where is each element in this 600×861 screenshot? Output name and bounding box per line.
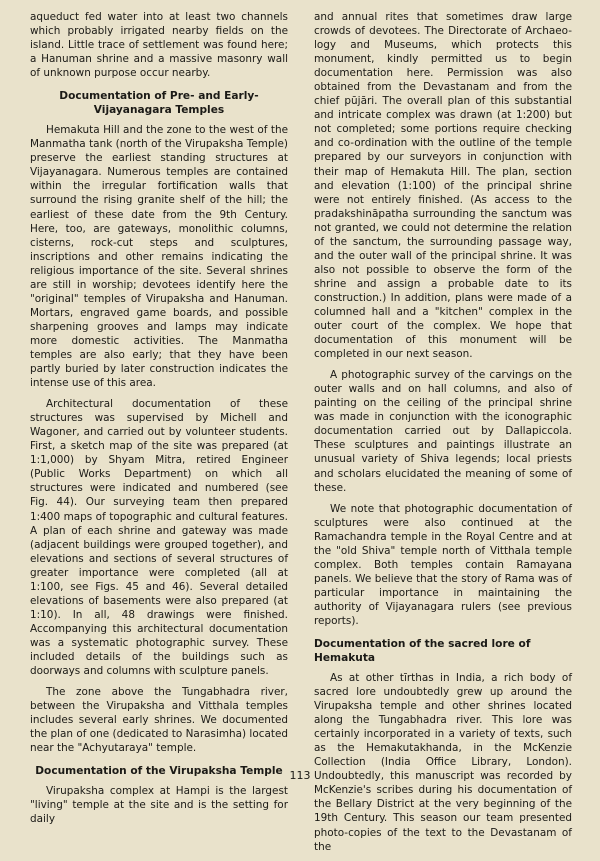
paragraph: We note that photographic documentation of sculptures were also continued at the Ramachandra temple in the Royal Centre and at the "old Shiva" temple north of Vitthala temple complex. Both temples contain Ramayana panels. We believe that the story of Rama was of particular importance in maintaining the authority of Vijayanagara rulers (see previous reports). bbox=[314, 502, 572, 627]
paragraph: aqueduct fed water into at least two channels which probably irrigated nearby fields on the island. Little trace of settlement was found here; a Hanuman shrine and a massive masonry wall of unknown purpose occur nearby. bbox=[30, 11, 288, 80]
paragraph: Virupaksha complex at Hampi is the largest "living" temple at the site and is the setting for daily bbox=[30, 785, 288, 826]
paragraph: A photographic survey of the carvings on the outer walls and on hall columns, and also of painting on the ceiling of the principal shrine was made in conjunction with the iconographic documentation carried out by Dallapiccola. These sculptures and paintings illustrate an unusual variety of Shiva legends; local priests and scholars elucidated the meaning of some of these. bbox=[314, 369, 572, 494]
paragraph: Hemakuta Hill and the zone to the west of the Manmatha tank (north of the Virupaksha Temple) preserve the earliest standing structures at Vijayanagara. Numerous temples are contained within the irregular fortification walls that surround the rising granite shelf of the hill; the earliest of these date from the 9th Century. Here, too, are gateways, monolithic columns, cisterns, rock-cut steps and sculptures, inscriptions and other remains indicating the religious importance of the site. Several shrines are still in worship; devotees identify here the "original" temples of Virupaksha and Hanuman. Mortars, engraved game boards, and possible sharpening grooves and lamps may indicate more domestic activities. The Manmatha temples are also early; that they have been partly buried by later construction indicates the intense use of this area. bbox=[30, 124, 288, 390]
page-number: 113 bbox=[289, 769, 311, 782]
right-column bbox=[314, 10, 572, 861]
left-column bbox=[30, 10, 288, 833]
paragraph: Architectural documentation of these structures was supervised by Michell and Wagoner, and carried out by volunteer students. First, a sketch map of the site was prepared (at 1:1,000) by Shyam Mitra, retired Engineer (Public Works Department) on which all structures were indicated and numbered (see Fig. 44). Our surveying team then prepared 1:400 maps of topographic and cultural features. A plan of each shrine and gateway was made (adjacent buildings were grouped together), and elevations and sections of several structures of greater importance were completed (all at 1:100, see Figs. 45 and 46). Several detailed elevations of basements were also prepared (at 1:10). In all, 48 drawings were finished. Accompanying this architectural documentation was a systematic photographic survey. These included details of the buildings such as doorways and columns with sculpture panels. bbox=[30, 398, 288, 678]
section-heading: Documentation of the sacred lore of Hemakuta bbox=[314, 638, 531, 665]
paragraph: and annual rites that sometimes draw large crowds of devotees. The Directorate of Archaeo-logy and Museums, which protects this monument, kindly permitted us to begin documentation here. Permission was also obtained from the Devastanam and from the chief pūjāri. The overall plan of this substantial and intricate complex was drawn (at 1:200) but not completed; some portions require checking and co-ordination with the outline of the temple prepared by our surveyors in conjunction with their map of Hemakuta Hill. The plan, section and elevation (1:100) of the principal shrine were not entirely finished. (As access to the pradakshināpatha surrounding the sanctum was not granted, we could not determine the relation of the sanctum, the surrounding passage way, and the outer wall of the principal shrine. It was also not possible to observe the form of the shrine and assign a probable date to its construction.) In addition, plans were made of a columned hall and a "kitchen" complex in the outer court of the complex. We hope that documentation of this monument will be completed in our next season. bbox=[314, 11, 572, 361]
section-heading: Documentation of the Virupaksha Temple bbox=[35, 765, 283, 778]
section-heading: Documentation of Pre- and Early-Vijayanagara Temples bbox=[59, 90, 259, 117]
paragraph: The zone above the Tungabhadra river, between the Virupaksha and Vitthala temples includes several early shrines. We documented the plan of one (dedicated to Narasimha) located near the "Achyutaraya" temple. bbox=[30, 686, 288, 755]
paragraph: As at other tīrthas in India, a rich body of sacred lore undoubtedly grew up around the Virupaksha temple and other shrines located along the Tungabhadra river. This lore was certainly incorporated in a variety of texts, such as the Hemakutakhanda, in the McKenzie Collection (India Office Library, London). Undoubtedly, this manuscript was recorded by McKenzie's scribes during his documentation of the Bellary District at the very beginning of the 19th Century. This season our team presented photo-copies of the text to the Devastanam of the bbox=[314, 672, 572, 853]
